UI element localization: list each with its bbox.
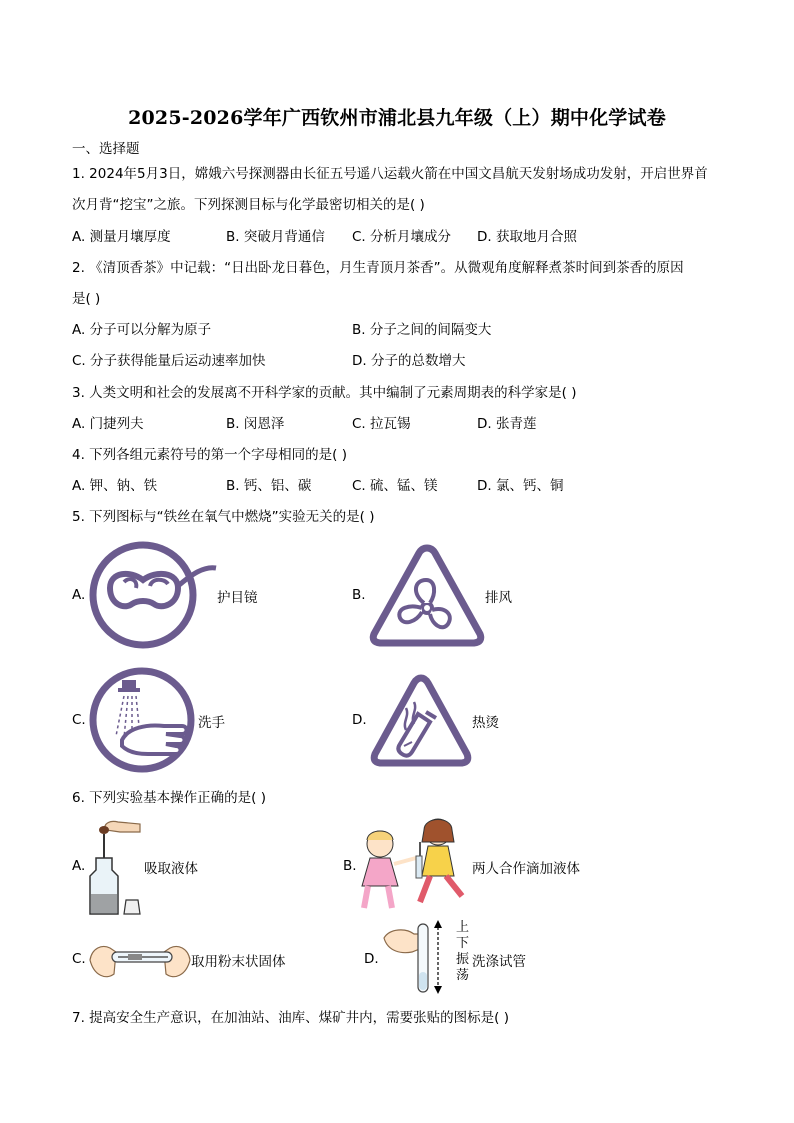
page-title: 2025-2026学年广西钦州市浦北县九年级（上）期中化学试卷 [128,107,666,129]
q4-option-a[interactable]: A. 钾、钠、铁 [72,478,158,494]
q4-option-c[interactable]: C. 硫、锰、镁 [352,478,438,494]
q6-caption-c: 取用粉末状固体 [191,954,286,970]
arrow-label-shake-1: 振 [456,952,470,967]
q1-option-c[interactable]: C. 分析月壤成分 [352,229,452,245]
question-6-line-1: 6. 下列实验基本操作正确的是( ) [72,790,266,806]
q3-option-c[interactable]: C. 拉瓦锡 [352,416,411,432]
arrow-label-shake-2: 荡 [456,968,470,983]
q4-option-b[interactable]: B. 钙、铝、碳 [226,478,312,494]
q5-option-b[interactable]: B. [352,587,366,603]
fan-icon [368,542,486,648]
q2-option-a[interactable]: A. 分子可以分解为原子 [72,322,212,338]
q3-option-d[interactable]: D. 张青莲 [477,416,537,432]
question-2-line-2: 是( ) [72,291,101,307]
q5-caption-a: 护目镜 [217,590,258,606]
q6-option-a[interactable]: A. [72,858,86,874]
question-4-line-1: 4. 下列各组元素符号的第一个字母相同的是( ) [72,447,347,463]
shake-arrow-labels [456,920,469,984]
q3-option-a[interactable]: A. 门捷列夫 [72,416,144,432]
q5-caption-d: 热烫 [472,715,499,731]
goggles-icon [88,540,218,650]
question-7-line-1: 7. 提高安全生产意识，在加油站、油库、煤矿井内，需要张贴的图标是( ) [72,1010,509,1026]
q5-option-a[interactable]: A. [72,587,86,603]
q5-caption-b: 排风 [485,590,512,606]
q1-option-d[interactable]: D. 获取地月合照 [477,229,577,245]
q6-caption-d: 洗涤试管 [472,954,526,970]
q5-option-d[interactable]: D. [352,712,367,728]
q2-option-b[interactable]: B. 分子之间的间隔变大 [352,322,492,338]
q2-option-d[interactable]: D. 分子的总数增大 [352,353,466,369]
q6-caption-a: 吸取液体 [144,861,198,877]
q1-option-a[interactable]: A. 测量月壤厚度 [72,229,171,245]
q2-option-c[interactable]: C. 分子获得能量后运动速率加快 [72,353,266,369]
arrow-label-up: 上 [456,920,470,935]
q3-option-b[interactable]: B. 闵恩泽 [226,416,285,432]
dropper-bottle-icon [88,818,144,918]
question-1-line-1: 1. 2024年5月3日，嫦娥六号探测器由长征五号遥八运载火箭在中国文昌航天发射场成功发射，开启世界首 [72,166,708,182]
powder-test-tube-icon [88,930,192,986]
q6-option-b[interactable]: B. [343,858,357,874]
q1-option-b[interactable]: B. 突破月背通信 [226,229,325,245]
q6-option-c[interactable]: C. [72,951,86,967]
q6-option-d[interactable]: D. [364,951,379,967]
q6-caption-b: 两人合作滴加液体 [472,861,580,877]
q4-option-d[interactable]: D. 氯、钙、铜 [477,478,564,494]
question-1-line-2: 次月背“挖宝”之旅。下列探测目标与化学最密切相关的是( ) [72,197,425,213]
arrow-label-down: 下 [456,936,470,951]
question-2-line-1: 2. 《清顶香茶》中记载：“日出卧龙日暮色，月生青顶月茶香”。从微观角度解释煮茶时间到茶香的原因 [72,260,684,276]
two-kids-icon [358,816,472,916]
section-heading: 一、选择题 [72,141,140,157]
question-3-line-1: 3. 人类文明和社会的发展离不开科学家的贡献。其中编制了元素周期表的科学家是( ) [72,385,577,401]
shake-test-tube-icon [382,918,442,998]
q5-option-c[interactable]: C. [72,712,86,728]
hand-wash-icon [88,666,200,774]
question-5-line-1: 5. 下列图标与“铁丝在氧气中燃烧”实验无关的是( ) [72,509,375,525]
hot-icon [368,672,474,768]
q5-caption-c: 洗手 [198,715,225,731]
